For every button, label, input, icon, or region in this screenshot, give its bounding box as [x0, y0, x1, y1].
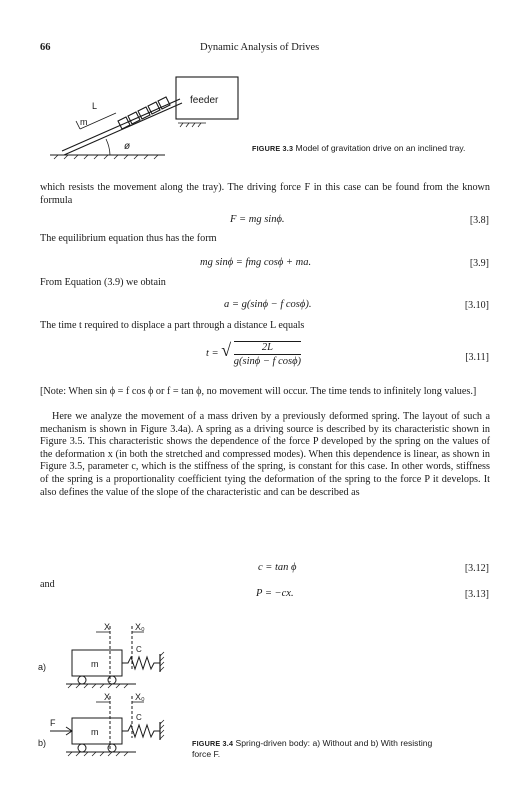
equation-3-8-number: [3.8] [469, 215, 489, 226]
x-label-b: X [104, 692, 111, 702]
spring-b [122, 725, 160, 737]
paragraph-3: From Equation (3.9) we obtain [40, 277, 166, 288]
parts-row [118, 97, 170, 129]
equation-3-9-number: [3.9] [469, 258, 489, 269]
figure-3-4-drawing [36, 620, 196, 770]
wheel-a2 [108, 676, 116, 684]
figure-3-3-caption [252, 143, 492, 154]
m-label-b: m [91, 727, 99, 737]
ground-hatch [54, 155, 158, 159]
paragraph-4: The time t required to displace a part through a distance L equals [40, 320, 305, 331]
equation-3-13-number: [3.13] [464, 589, 489, 600]
equation-3-11-fraction [234, 341, 301, 367]
equation-3-12-number: [3.12] [464, 563, 489, 574]
figure-3-3-label: FIGURE 3.3 [252, 144, 294, 153]
x-label-a: X [104, 622, 111, 632]
figure-3-3-caption-text: Model of gravitation drive on an inclined tray. [295, 143, 466, 153]
spring-a [122, 657, 160, 669]
angle-arc [106, 139, 110, 155]
c-label-b: C [136, 713, 142, 722]
page-number: 66 [40, 42, 51, 53]
c-label-a: C [136, 645, 142, 654]
paragraph-6: Here we analyze the movement of a mass driven by a previously deformed spring. The layout of such a mechanism is shown in Figure 3.4a). A spring as a driving source is described by its characteristic shown in Figure 3.5. This characteristic shows the dependence of the force P developed by the spring on the values of the deformation x (in both the stretched and compressed modes). When this dependence is linear, as shown in Figure 3.5, parameter c, which is the stiffness of the spring, is constant for this case. In other words, stiffness of the spring is a proportionality coefficient tying the deformation of the spring to the force P it develops. It also defines the value of the slope of the characteristic and can be described as [40, 411, 490, 498]
angle-label: ø [124, 141, 131, 152]
equation-3-8: F = mg sinϕ. [230, 214, 285, 225]
equation-3-11-number: [3.11] [465, 352, 489, 363]
x0-label-b: X₀ [135, 692, 145, 702]
wheel-b2 [108, 744, 116, 752]
sqrt-sign: √ [221, 340, 232, 360]
figure-3-4-caption [192, 738, 442, 760]
paragraph-1: which resists the movement along the tray). The driving force F in this case can be found from the known formula [40, 182, 490, 206]
m-label-a: m [91, 659, 99, 669]
paragraph-2: The equilibrium equation thus has the form [40, 233, 217, 244]
running-header: Dynamic Analysis of Drives [200, 42, 320, 53]
equation-3-11 [206, 340, 301, 367]
equation-3-11-lhs: t = [206, 348, 219, 359]
equation-3-11-numerator: 2L [234, 342, 301, 355]
mass-label: m [80, 117, 88, 127]
panel-b-label: b) [38, 738, 47, 748]
feeder-label: feeder [190, 95, 219, 106]
figure-3-4-label: FIGURE 3.4 [192, 739, 234, 748]
equation-3-10: a = g(sinϕ − f cosϕ). [224, 299, 312, 310]
figure-3-3-drawing [40, 65, 280, 170]
figure-3-4-caption-text: Spring-driven body: a) Without and b) With resisting force F. [192, 738, 433, 759]
length-label: L [92, 101, 98, 111]
equation-3-11-denominator: g(sinϕ − f cosϕ) [233, 355, 302, 367]
equation-3-10-number: [3.10] [464, 300, 489, 311]
paragraph-note: [Note: When sin ϕ = f cos ϕ or f = tan ϕ, no movement will occur. The time tends to infinitely long values.] [40, 386, 477, 397]
f-label-b: F [50, 718, 56, 728]
equation-3-12: c = tan ϕ [258, 562, 297, 573]
panel-a-label: a) [38, 662, 47, 672]
and-word: and [40, 579, 55, 590]
equation-3-9: mg sinϕ = fmg cosϕ + ma. [200, 257, 312, 268]
wheel-b1 [78, 744, 86, 752]
equation-3-13: P = −cx. [256, 588, 294, 599]
x0-label-a: X₀ [135, 622, 145, 632]
wheel-a1 [78, 676, 86, 684]
